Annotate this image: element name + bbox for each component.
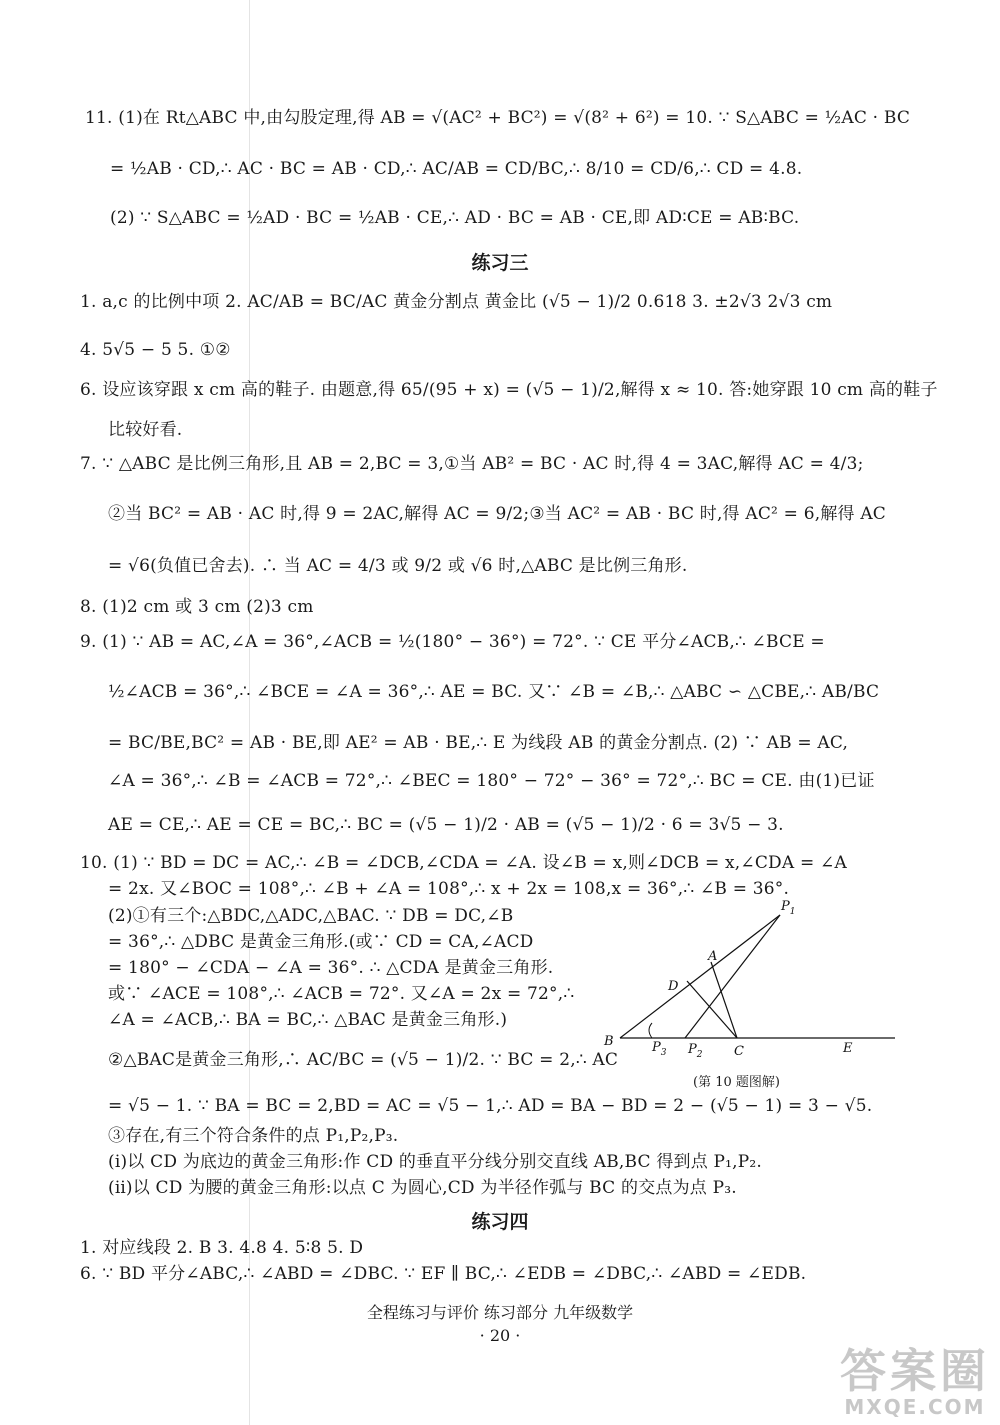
s3-line: 或∵ ∠ACE = 108°,∴ ∠ACB = 72°. 又∠A = 2x = 72°,∴: [108, 984, 575, 1004]
s3-line: = 180° − ∠CDA − ∠A = 36°. ∴ △CDA 是黄金三角形.: [108, 958, 554, 978]
label-p3: $P_3$: [652, 1040, 667, 1058]
label-b: B: [604, 1034, 614, 1049]
s3-line: = 2x. 又∠BOC = 108°,∴ ∠B + ∠A = 108°,∴ x + 2x = 108,x = 36°,∴ ∠B = 36°.: [108, 879, 790, 899]
watermark-url: MXQE.COM: [844, 1395, 986, 1419]
s3-line: 10. (1) ∵ BD = DC = AC,∴ ∠B = ∠DCB,∠CDA = ∠A. 设∠B = x,则∠DCB = x,∠CDA = ∠A: [80, 853, 847, 873]
s3-line: 9. (1) ∵ AB = AC,∠A = 36°,∠ACB = ½(180° − 36°) = 72°. ∵ CE 平分∠ACB,∴ ∠BCE =: [80, 632, 825, 652]
s3-line: (ⅰ)以 CD 为底边的黄金三角形:作 CD 的垂直平分线分别交直线 AB,BC 得到点 P₁,P₂.: [108, 1152, 763, 1172]
s3-line: = √6(负值已舍去). ∴ 当 AC = 4/3 或 9/2 或 √6 时,△ABC 是比例三角形.: [108, 556, 688, 576]
watermark-text: 答案圈: [840, 1344, 990, 1398]
s3-line: 4. 5√5 − 5 5. ①②: [80, 340, 231, 360]
s3-line: (ⅱ)以 CD 为腰的黄金三角形:以点 C 为圆心,CD 为半径作弧与 BC 的交点为点 P₃.: [108, 1178, 737, 1198]
s3-line: 1. a,c 的比例中项 2. AC/AB = BC/AC 黄金分割点 黄金比 (√5 − 1)/2 0.618 3. ±2√3 2√3 cm: [80, 292, 833, 312]
s3-line: ∠A = 36°,∴ ∠B = ∠ACB = 72°,∴ ∠BEC = 180° − 72° − 36° = 72°,∴ BC = CE. 由(1)已证: [108, 771, 875, 791]
arc-p3: [649, 1023, 652, 1038]
problem-10-figure: [600, 895, 900, 1075]
s3-line: 6. 设应该穿跟 x cm 高的鞋子. 由题意,得 65/(95 + x) = (√5 − 1)/2,解得 x ≈ 10. 答:她穿跟 10 cm 高的鞋子: [80, 380, 938, 400]
footer-page-number: · 20 ·: [479, 1326, 521, 1345]
s4-line: 1. 对应线段 2. B 3. 4.8 4. 5∶8 5. D: [80, 1238, 364, 1258]
s3-line: ②当 BC² = AB · AC 时,得 9 = 2AC,解得 AC = 9/2;③当 AC² = AB · BC 时,得 AC² = 6,解得 AC: [108, 504, 887, 524]
s3-line: (2)①有三个:△BDC,△ADC,△BAC. ∵ DB = DC,∠B: [108, 906, 514, 926]
s3-line: 8. (1)2 cm 或 3 cm (2)3 cm: [80, 597, 314, 617]
s3-line: ½∠ACB = 36°,∴ ∠BCE = ∠A = 36°,∴ AE = BC. 又∵ ∠B = ∠B,∴ △ABC ∽ △CBE,∴ AB/BC: [108, 682, 880, 702]
label-c: C: [734, 1044, 744, 1059]
label-a: A: [708, 949, 718, 964]
p11-line-3: (2) ∵ S△ABC = ½AD · BC = ½AB · CE,∴ AD · BC = AB · CE,即 AD∶CE = AB∶BC.: [110, 208, 800, 228]
figure-caption: (第 10 题图解): [693, 1075, 780, 1090]
s3-line: = √5 − 1. ∵ BA = BC = 2,BD = AC = √5 − 1,∴ AD = BA − BD = 2 − (√5 − 1) = 3 − √5.: [108, 1096, 873, 1116]
section-title-practice-3: 练习三: [471, 252, 529, 274]
watermark-logo: [840, 1344, 990, 1419]
footer-book-title: 全程练习与评价 练习部分 九年级数学: [366, 1303, 634, 1322]
p11-line-1: 11. (1)在 Rt△ABC 中,由勾股定理,得 AB = √(AC² + BC²) = √(8² + 6²) = 10. ∵ S△ABC = ½AC · BC: [85, 108, 911, 128]
s4-line: 6. ∵ BD 平分∠ABC,∴ ∠ABD = ∠DBC. ∵ EF ∥ BC,∴ ∠EDB = ∠DBC,∴ ∠ABD = ∠EDB.: [80, 1264, 807, 1284]
s3-line: 比较好看.: [108, 420, 183, 440]
s3-line: AE = CE,∴ AE = CE = BC,∴ BC = (√5 − 1)/2 · AB = (√5 − 1)/2 · 6 = 3√5 − 3.: [108, 815, 784, 835]
s3-line: ∠A = ∠ACB,∴ BA = BC,∴ △BAC 是黄金三角形.): [108, 1010, 508, 1030]
s3-line: = 36°,∴ △DBC 是黄金三角形.(或∵ CD = CA,∠ACD: [108, 932, 534, 952]
label-e: E: [843, 1041, 853, 1056]
label-p1: $P_1$: [781, 899, 796, 917]
s3-line: = BC/BE,BC² = AB · BE,即 AE² = AB · BE,∴ E 为线段 AB 的黄金分割点. (2) ∵ AB = AC,: [108, 733, 849, 753]
s3-line: ②△BAC是黄金三角形,∴ AC/BC = (√5 − 1)/2. ∵ BC = 2,∴ AC: [108, 1050, 619, 1070]
s3-line: 7. ∵ △ABC 是比例三角形,且 AB = 2,BC = 3,①当 AB² = BC · AC 时,得 4 = 3AC,解得 AC = 4/3;: [80, 454, 864, 474]
s3-line: ③存在,有三个符合条件的点 P₁,P₂,P₃.: [108, 1126, 399, 1146]
label-p2: $P_2$: [688, 1042, 703, 1060]
section-title-practice-4: 练习四: [471, 1211, 529, 1233]
line-dc: [687, 981, 737, 1038]
label-d: D: [668, 979, 679, 994]
p11-line-2: = ½AB · CD,∴ AC · BC = AB · CD,∴ AC/AB = CD/BC,∴ 8/10 = CD/6,∴ CD = 4.8.: [110, 159, 803, 179]
